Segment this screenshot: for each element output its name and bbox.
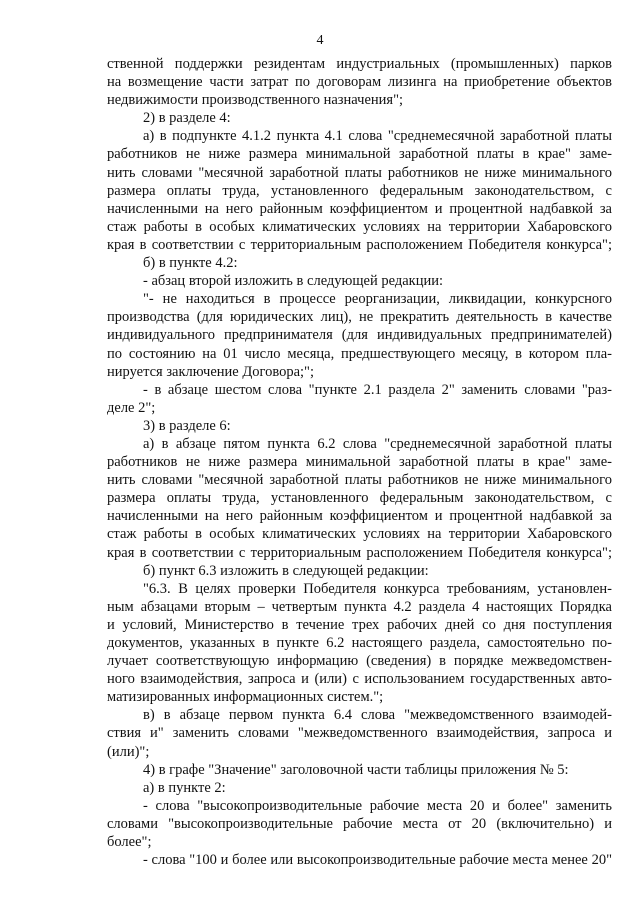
text-line: ного взаимодействия, запроса и (или) с использованием государственных авто- xyxy=(107,671,612,688)
text-line: б) пункт 6.3 изложить в следующей редакции: xyxy=(143,562,429,579)
text-line: работников не ниже размера минимальной заработной платы в крае" заме- xyxy=(107,454,612,471)
text-line: словами "высокопроизводительные рабочие места от 20 (включительно) и xyxy=(107,815,612,832)
text-line: б) в пункте 4.2: xyxy=(143,255,238,272)
text-line: производства (для юридических лиц), не прекратить деятельность в качестве xyxy=(107,309,612,326)
text-line: стаж работы в особых климатических условиях на территории Хабаровского xyxy=(107,526,612,543)
text-line: недвижимости производственного назначения"; xyxy=(107,92,404,109)
text-line: начисленными на него районным коэффициентом и процентной надбавкой за xyxy=(107,200,612,217)
text-line: размера оплаты труда, установленного федеральным законодательством, с xyxy=(107,490,612,507)
text-line: - слова "высокопроизводительные рабочие места 20 и более" заменить xyxy=(143,797,612,814)
text-line: ным абзацами вторым – четвертым пункта 4.2 раздела 4 настоящих Порядка xyxy=(107,598,612,615)
text-line: а) в абзаце пятом пункта 6.2 слова "среднемесячной заработной платы xyxy=(143,435,612,452)
text-line: матизированных информационных систем."; xyxy=(107,689,384,706)
text-line: и условий, Министерство в течение трех рабочих дней со дня поступления xyxy=(107,616,612,633)
text-line: в) в абзаце первом пункта 6.4 слова "межведомственного взаимодей- xyxy=(143,707,612,724)
text-line: стаж работы в особых климатических условиях на территории Хабаровского xyxy=(107,218,612,235)
document-body xyxy=(107,55,612,869)
text-line: (или)"; xyxy=(107,743,150,760)
text-line: размера оплаты труда, установленного федеральным законодательством, с xyxy=(107,182,612,199)
text-line: - слова "100 и более или высокопроизводительные рабочие места менее 20" xyxy=(143,852,612,869)
text-line: работников не ниже размера минимальной заработной платы в крае" заме- xyxy=(107,146,612,163)
text-line: по состоянию на 01 число месяца, предшествующего месяцу, в котором пла- xyxy=(107,345,612,362)
text-line: нить словами "месячной заработной платы работников не ниже минимального xyxy=(107,164,612,181)
text-line: "6.3. В целях проверки Победителя конкурса требованиям, установлен- xyxy=(143,580,612,597)
text-line: индивидуального предпринимателя (для индивидуальных предпринимателей) xyxy=(107,327,612,344)
text-line: документов, указанных в пункте 6.2 настоящего раздела, самостоятельно по- xyxy=(107,635,612,651)
text-line: - абзац второй изложить в следующей редакции: xyxy=(143,273,444,290)
text-line: - в абзаце шестом слова "пункте 2.1 раздела 2" заменить словами "раз- xyxy=(143,381,612,398)
text-line: 2) в разделе 4: xyxy=(143,110,231,127)
text-line: деле 2"; xyxy=(107,399,156,416)
text-line: на возмещение части затрат по договорам лизинга на приобретение объектов xyxy=(107,74,612,91)
text-line: ствия и" заменить словами "межведомственного взаимодействия, запроса и xyxy=(107,725,612,742)
text-line: края в соответствии с территориальным расположением Победителя конкурса"; xyxy=(107,236,612,253)
text-line: "- не находиться в процессе реорганизации, ликвидации, конкурсного xyxy=(143,291,612,308)
text-line: 3) в разделе 6: xyxy=(143,417,231,434)
text-line: 4) в графе "Значение" заголовочной части таблицы приложения № 5: xyxy=(143,761,569,778)
text-line: края в соответствии с территориальным расположением Победителя конкурса"; xyxy=(107,544,612,561)
text-line: нить словами "месячной заработной платы работников не ниже минимального xyxy=(107,472,612,489)
text-line: лучает соответствующую информацию (сведения) в порядке межведомствен- xyxy=(107,653,612,670)
text-line: а) в подпункте 4.1.2 пункта 4.1 слова "среднемесячной заработной платы xyxy=(143,128,612,145)
page-number: 4 xyxy=(316,33,324,48)
text-line: ственной поддержки резидентам индустриальных (промышленных) парков xyxy=(107,56,612,72)
text-line: более"; xyxy=(107,834,152,851)
text-line: начисленными на него районным коэффициентом и процентной надбавкой за xyxy=(107,508,612,525)
text-line: нируется заключение Договора;"; xyxy=(107,363,314,380)
text-line: а) в пункте 2: xyxy=(143,779,226,796)
